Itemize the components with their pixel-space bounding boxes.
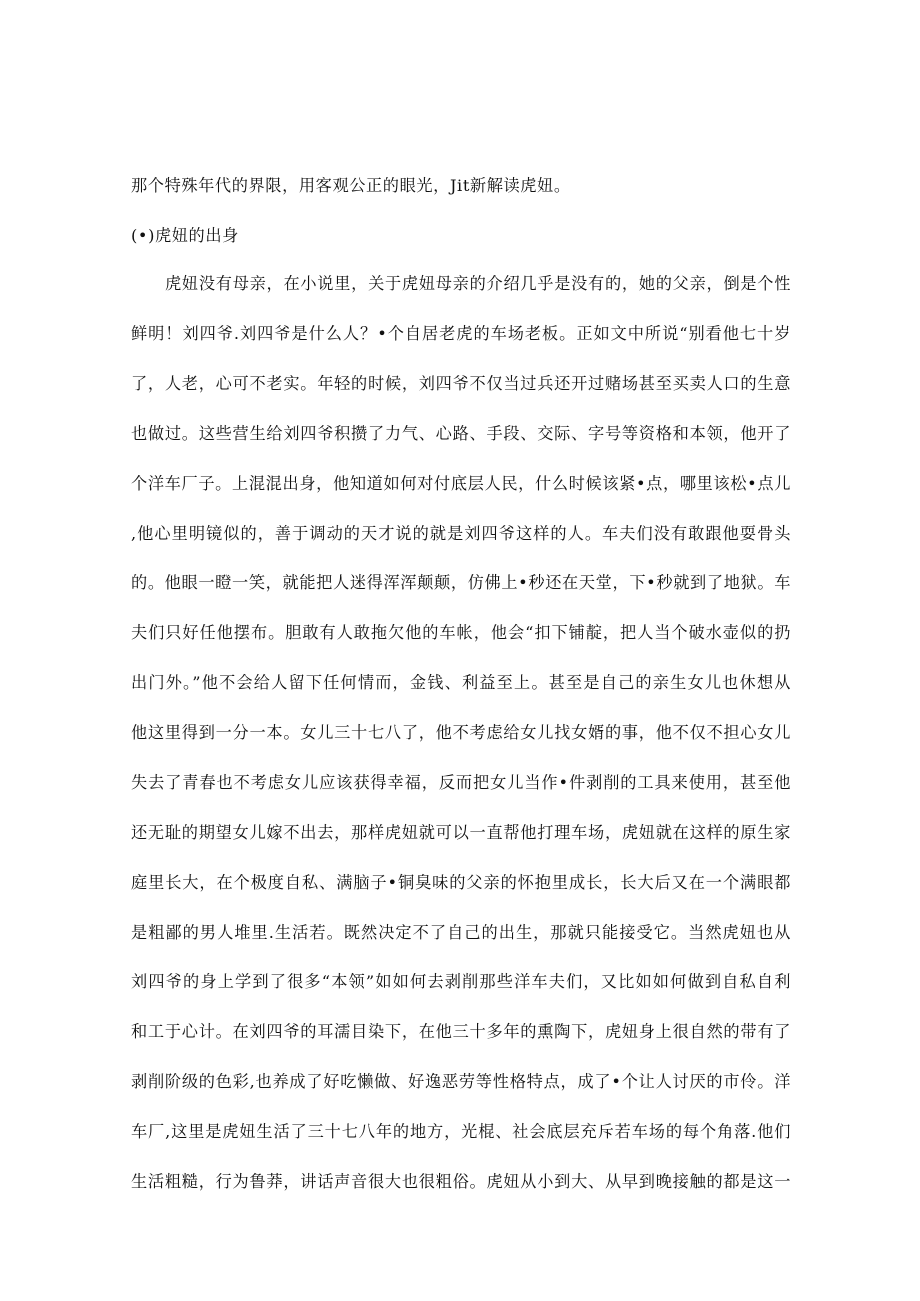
paragraph-line: 虎妞没有母亲，在小说里，关于虎妞母亲的介绍几乎是没有的，她的父亲，倒是个性 bbox=[165, 274, 791, 293]
paragraph-line: 也做过。这些营生给刘四爷积攒了力气、心路、手段、交际、字号等资格和本领，他开了 bbox=[131, 424, 791, 443]
paragraph-line: 失去了青春也不考虑女儿应该获得幸福，反而把女儿当作•件剥削的工具来使用，甚至他 bbox=[131, 773, 791, 792]
paragraph-line: 出门外。”他不会给人留下任何情而，金钱、利益至上。甚至是自己的亲生女儿也休想从 bbox=[131, 673, 791, 692]
paragraph-line: 的。他眼一瞪一笑，就能把人迷得浑浑颠颠，仿佛上•秒还在天堂，下•秒就到了地狱。车 bbox=[131, 573, 791, 592]
paragraph-line: ,他心里明镜似的，善于调动的天才说的就是刘四爷这样的人。车夫们没有敢跟他耍骨头 bbox=[131, 524, 791, 543]
paragraph-line: 车厂,这里是虎妞生活了三十七八年的地方，光棍、社会底层充斥若车场的每个角落.他们 bbox=[131, 1122, 791, 1141]
paragraph-line: 了，人老，心可不老实。年轻的时候，刘四爷不仅当过兵还开过赌场甚至买卖人口的生意 bbox=[131, 374, 791, 393]
paragraph-line: 还无耻的期望女儿嫁不出去，那样虎妞就可以一直帮他打理车场，虎妞就在这样的原生家 bbox=[131, 823, 791, 842]
paragraph-line: 生活粗糙，行为鲁莽，讲话声音很大也很粗俗。虎妞从小到大、从早到晚接触的都是这一 bbox=[131, 1172, 791, 1191]
paragraph-line: 鲜明！刘四爷.刘四爷是什么人？•个自居老虎的车场老板。正如文中所说“别看他七十岁 bbox=[131, 324, 791, 343]
paragraph-line: 庭里长大，在个极度自私、满脑子•铜臭味的父亲的怀抱里成长，长大后又在一个满眼都 bbox=[131, 873, 791, 892]
paragraph-line: 剥削阶级的色彩,也养成了好吃懒做、好逸恶劳等性格特点，成了•个让人讨厌的市伶。洋 bbox=[131, 1072, 791, 1091]
paragraph-line: 个洋车厂子。上混混出身，他知道如何对付底层人民，什么时候该紧•点，哪里该松•点儿 bbox=[131, 474, 791, 493]
intro-line: 那个特殊年代的界限，用客观公正的眼光，Jit新解读虎妞。 bbox=[131, 176, 571, 195]
paragraph-line: 他这里得到一分一本。女儿三十七八了，他不考虑给女儿找女婿的事，他不仅不担心女儿 bbox=[131, 723, 791, 742]
paragraph-line: 刘四爷的身上学到了很多“本领”如如何去剥削那些洋车夫们，又比如如何做到自私自利 bbox=[131, 972, 791, 991]
paragraph-line: 夫们只好任他摆布。胆敢有人敢拖欠他的车帐，他会“扣下铺靛，把人当个破水壶似的扔 bbox=[131, 623, 791, 642]
paragraph-line: 是粗鄙的男人堆里.生活若。既然决定不了自己的出生，那就只能接受它。当然虎妞也从 bbox=[131, 923, 791, 942]
paragraph-line: 和工于心计。在刘四爷的耳濡目染下，在他三十多年的熏陶下，虎妞身上很自然的带有了 bbox=[131, 1022, 791, 1041]
section-heading: (•)虎妞的出身 bbox=[131, 226, 239, 245]
